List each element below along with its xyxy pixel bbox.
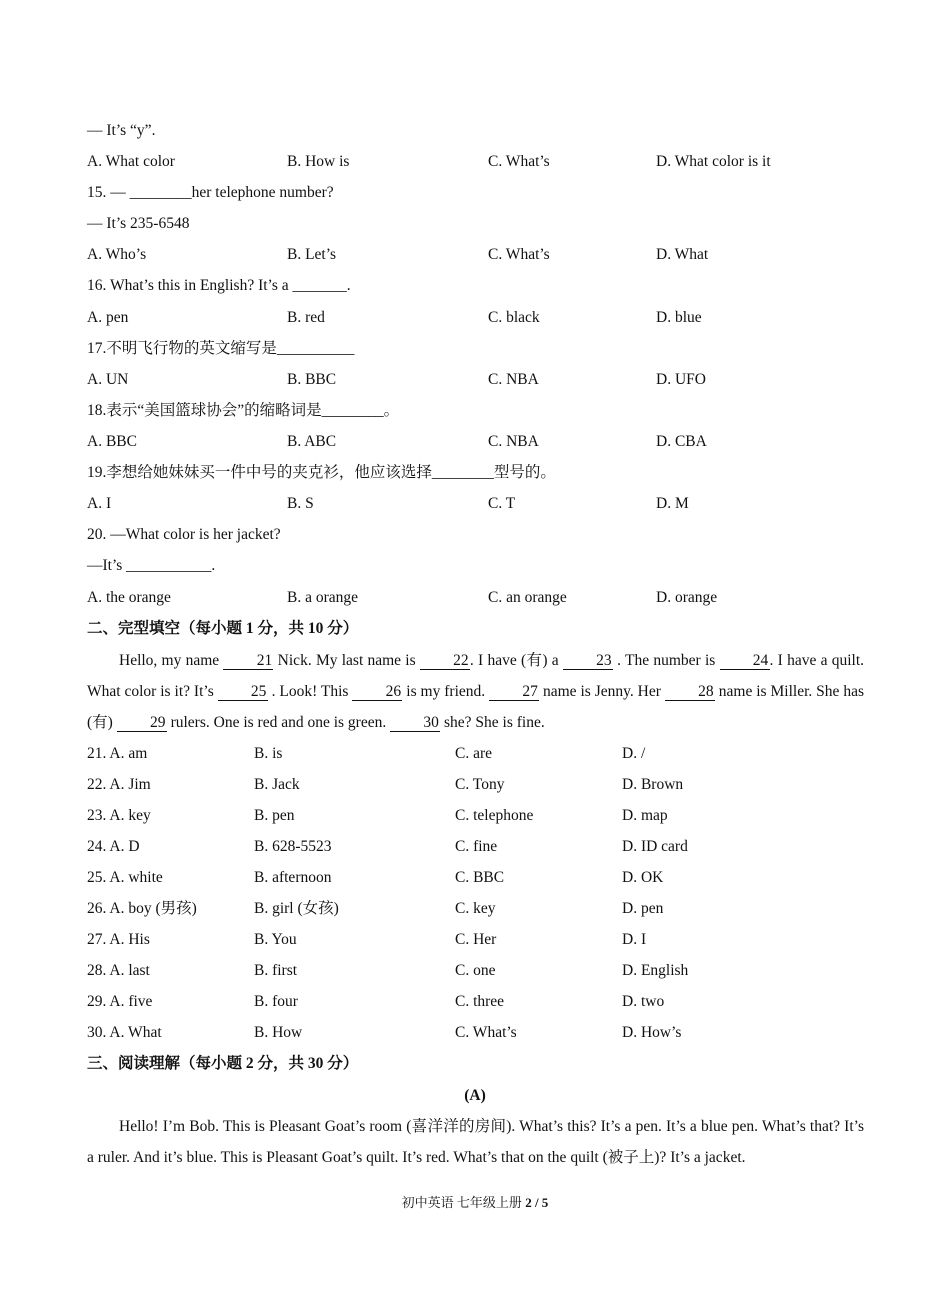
reading-passage-a-text: Hello! I’m Bob. This is Pleasant Goat’s room (喜洋洋的房间). What’s this? It’s a pen. It’s a blue pen. What’s that? It’s a ruler. And it’s blue. This is Pleasant Goat’s quilt. It’s red. What’s that on the quilt (被子上)? It’s a jacket.: [87, 1118, 864, 1166]
q18-option-d: D. CBA: [656, 433, 707, 450]
q16-option-a: A. pen: [87, 309, 129, 326]
q27-option-c: C. Her: [455, 931, 497, 948]
q30-option-d: D. How’s: [622, 1024, 682, 1041]
blank-28: 28: [665, 683, 715, 701]
q16-option-d: D. blue: [656, 309, 702, 326]
cloze-text: Hello, my name: [119, 652, 224, 669]
cloze-text: Nick. My last name is: [273, 652, 420, 669]
cloze-text: name is Miller. She has (有): [87, 683, 865, 731]
q26-option-d: D. pen: [622, 900, 664, 917]
cloze-text: she? She is fine.: [440, 714, 545, 731]
blank-30: 30: [390, 714, 440, 732]
blank-24: 24: [720, 652, 770, 670]
blank-21: 21: [223, 652, 273, 670]
q18-option-c: C. NBA: [488, 433, 539, 450]
blank-29: 29: [117, 714, 167, 732]
cloze-passage: [87, 645, 864, 738]
q30-option-a: 30. A. What: [87, 1024, 162, 1041]
q27-option-a: 27. A. His: [87, 931, 150, 948]
q18-option-b: B. ABC: [287, 433, 337, 450]
blank-22: 22: [420, 652, 470, 670]
q20-option-a: A. the orange: [87, 589, 171, 606]
q14-option-c: C. What’s: [488, 153, 550, 170]
q25-option-a: 25. A. white: [87, 869, 163, 886]
q23-option-a: 23. A. key: [87, 807, 151, 824]
cloze-text: is my friend.: [402, 683, 490, 700]
q18-stem: 18.表示“美国篮球协会”的缩略词是________。: [87, 402, 400, 419]
q16-option-c: C. black: [488, 309, 540, 326]
q15-stem: 15. — ________her telephone number?: [87, 184, 334, 201]
q15-answer-line: — It’s 235-6548: [87, 215, 190, 232]
q20-answer-line: —It’s ___________.: [87, 557, 216, 574]
q17-option-c: C. NBA: [488, 371, 539, 388]
q24-option-a: 24. A. D: [87, 838, 140, 855]
q25-option-d: D. OK: [622, 869, 664, 886]
cloze-text: . The number is: [612, 652, 720, 669]
q21-option-d: D. /: [622, 745, 646, 762]
q27-option-b: B. You: [254, 931, 297, 948]
q16-option-b: B. red: [287, 309, 325, 326]
q23-option-b: B. pen: [254, 807, 295, 824]
q26-option-b: B. girl (女孩): [254, 900, 339, 917]
page-number: 2 / 5: [525, 1195, 549, 1210]
q29-option-c: C. three: [455, 993, 505, 1010]
q22-option-b: B. Jack: [254, 776, 300, 793]
q14-option-b: B. How is: [287, 153, 350, 170]
q20-option-d: D. orange: [656, 589, 718, 606]
q18-option-a: A. BBC: [87, 433, 137, 450]
q22-option-c: C. Tony: [455, 776, 505, 793]
q28-option-d: D. English: [622, 962, 689, 979]
q28-option-c: C. one: [455, 962, 496, 979]
q15-option-b: B. Let’s: [287, 246, 337, 263]
q17-option-a: A. UN: [87, 371, 129, 388]
q23-option-c: C. telephone: [455, 807, 534, 824]
footer-course: 初中英语 七年级上册: [401, 1195, 526, 1210]
section3-heading: 三、阅读理解（每小题 2 分，共 30 分）: [87, 1055, 359, 1072]
q24-option-d: D. ID card: [622, 838, 688, 855]
q14-option-a: A. What color: [87, 153, 175, 170]
q26-option-c: C. key: [455, 900, 496, 917]
q24-option-b: B. 628-5523: [254, 838, 332, 855]
q27-option-d: D. I: [622, 931, 647, 948]
q25-option-c: C. BBC: [455, 869, 505, 886]
q14-option-d: D. What color is it: [656, 153, 771, 170]
cloze-text: . I have a quilt. What color is it? It’s: [87, 652, 864, 700]
q17-option-b: B. BBC: [287, 371, 337, 388]
q22-option-a: 22. A. Jim: [87, 776, 151, 793]
q25-option-b: B. afternoon: [254, 869, 332, 886]
reading-passage-a: [87, 1111, 864, 1173]
q17-stem: 17.不明飞行物的英文缩写是__________: [87, 340, 355, 357]
q29-option-a: 29. A. five: [87, 993, 153, 1010]
cloze-text: . Look! This: [267, 683, 353, 700]
q24-option-c: C. fine: [455, 838, 498, 855]
blank-26: 26: [352, 683, 402, 701]
passage-a-label: (A): [464, 1087, 486, 1104]
q22-option-d: D. Brown: [622, 776, 684, 793]
q14-answer-line: — It’s “y”.: [87, 122, 156, 139]
blank-25: 25: [218, 683, 268, 701]
cloze-text: name is Jenny. Her: [539, 683, 665, 700]
q19-option-d: D. M: [656, 495, 689, 512]
q21-option-a: 21. A. am: [87, 745, 148, 762]
q28-option-b: B. first: [254, 962, 298, 979]
q23-option-d: D. map: [622, 807, 668, 824]
q30-option-c: C. What’s: [455, 1024, 517, 1041]
blank-23: 23: [563, 652, 613, 670]
q21-option-c: C. are: [455, 745, 493, 762]
blank-27: 27: [489, 683, 539, 701]
q26-option-a: 26. A. boy (男孩): [87, 900, 197, 917]
q20-stem: 20. —What color is her jacket?: [87, 526, 281, 543]
q21-option-b: B. is: [254, 745, 283, 762]
section2-heading: 二、完型填空（每小题 1 分，共 10 分）: [87, 620, 359, 637]
q15-option-d: D. What: [656, 246, 709, 263]
q29-option-d: D. two: [622, 993, 665, 1010]
page-footer: [0, 1192, 950, 1211]
q19-option-b: B. S: [287, 495, 314, 512]
cloze-text: . I have (有) a: [469, 652, 563, 669]
q15-option-a: A. Who’s: [87, 246, 147, 263]
q29-option-b: B. four: [254, 993, 298, 1010]
q28-option-a: 28. A. last: [87, 962, 150, 979]
q19-option-a: A. I: [87, 495, 112, 512]
q17-option-d: D. UFO: [656, 371, 706, 388]
q30-option-b: B. How: [254, 1024, 303, 1041]
q19-option-c: C. T: [488, 495, 516, 512]
cloze-text: rulers. One is red and one is green.: [166, 714, 391, 731]
q16-stem: 16. What’s this in English? It’s a _______.: [87, 277, 351, 294]
q19-stem: 19.李想给她妹妹买一件中号的夹克衫，他应该选择________型号的。: [87, 464, 556, 481]
q15-option-c: C. What’s: [488, 246, 550, 263]
q20-option-b: B. a orange: [287, 589, 359, 606]
q20-option-c: C. an orange: [488, 589, 567, 606]
